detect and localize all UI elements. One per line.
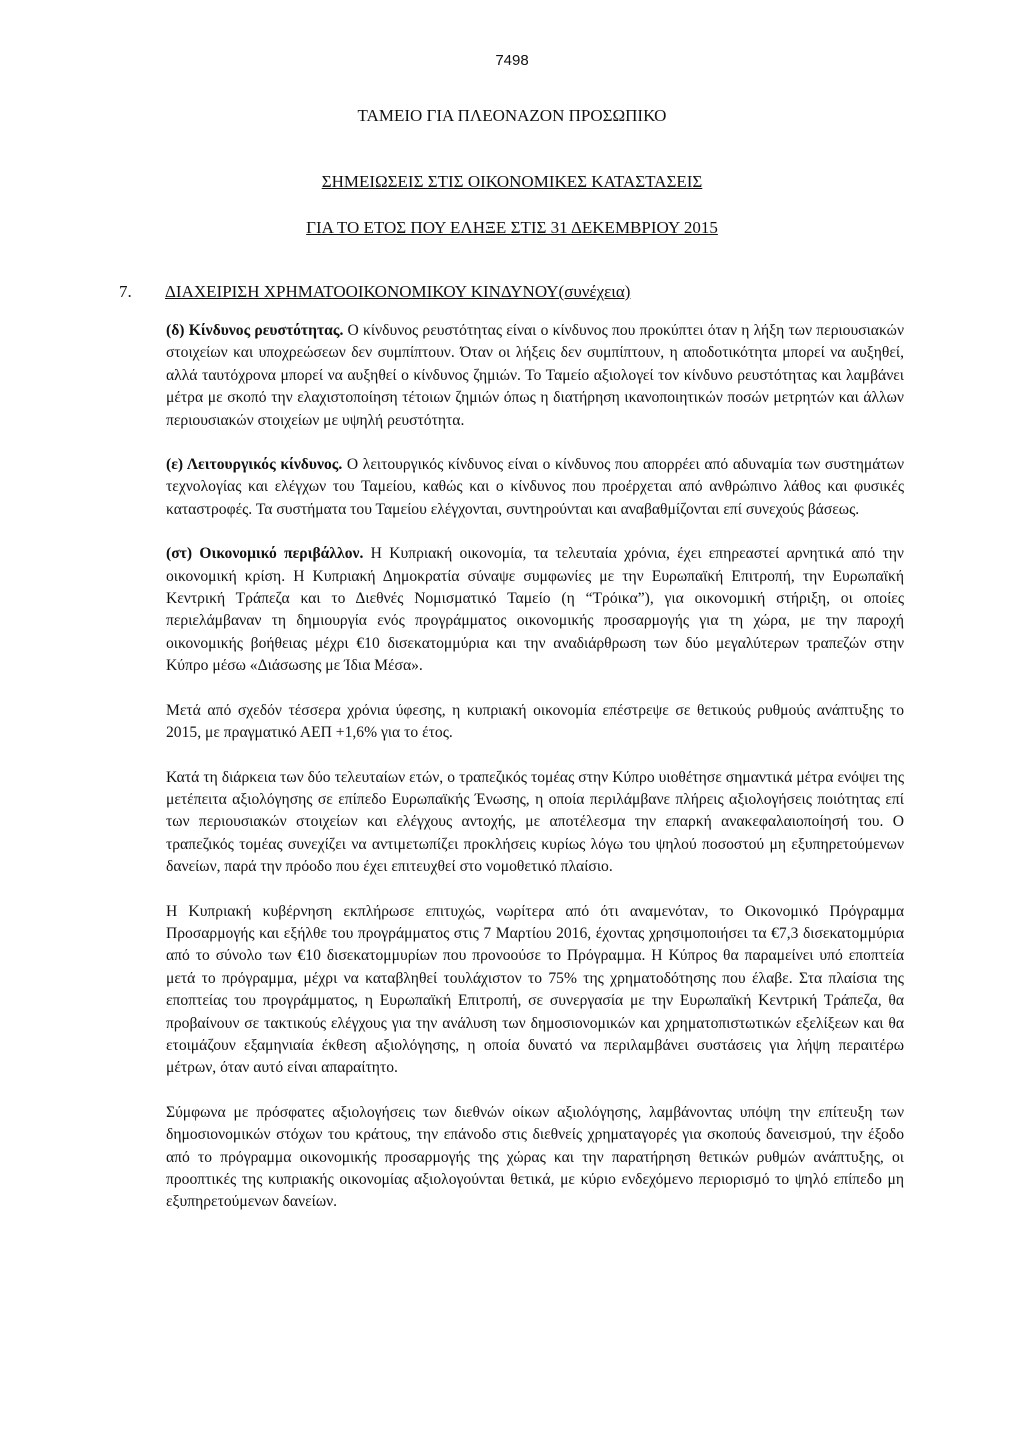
paragraph-text: Ο λειτουργικός κίνδυνος είναι ο κίνδυνος που απορρέει από αδυναμία των συστημάτων τεχνολογίας και ελέγχων του Ταμείου, καθώς και ο κίνδυνος που προέρχεται από ανθρώπινο λάθος και φυσικές καταστροφές. Τα συστήματα του Ταμείου ελέγχονται, συντηρούνται και αναβαθμίζονται επί συνεχούς βάσεως.	[166, 456, 904, 518]
paragraph-text: Η Κυπριακή οικονομία, τα τελευταία χρόνια, έχει επηρεαστεί αρνητικά από την οικονομική κρίση. Η Κυπριακή Δημοκρατία σύναψε συμφωνίες με την Ευρωπαϊκή Επιτροπή, την Ευρωπαϊκή Κεντρική Τράπεζα και το Διεθνές Νομισματικό Ταμείο (η “Τρόικα”), για οικονομική στήριξη, οι οποίες περιελάμβαναν τη δημιουργία ενός προγράμματος οικονομικής προσαρμογής για τη χώρα, με την παροχή οικονομικής βοήθειας μέχρι €10 δισεκατομμύρια και την αναδιάρθρωση των δύο μεγαλύτερων τραπεζών στην Κύπρο μέσω «Διάσωσης με Ίδια Μέσα».	[166, 545, 904, 675]
page-number: 7498	[495, 52, 529, 69]
paragraph-growth	[166, 700, 904, 745]
paragraph-label: (ε) Λειτουργικός κίνδυνος.	[166, 456, 343, 474]
paragraph-label: (δ) Κίνδυνος ρευστότητας.	[166, 322, 344, 339]
section-title: ΔΙΑΧΕΙΡΙΣΗ ΧΡΗΜΑΤΟΟΙΚΟΝΟΜΙΚΟΥ ΚΙΝΔΥΝΟΥ(συνέχεια)	[165, 282, 631, 301]
paragraph-text: Μετά από σχεδόν τέσσερα χρόνια ύφεσης, η κυπριακή οικονομία επέστρεψε σε θετικούς ρυθμούς ανάπτυξης το 2015, με πραγματικό ΑΕΠ +1,6% για το έτος.	[166, 701, 904, 742]
document-period: ΓΙΑ ΤΟ ΕΤΟΣ ΠΟΥ ΕΛΗΞΕ ΣΤΙΣ 31 ΔΕΚΕΜΒΡΙΟΥ 2015	[306, 218, 718, 237]
paragraph-economic-environment	[166, 543, 904, 677]
paragraph-outlook	[166, 1102, 904, 1214]
paragraph-liquidity-risk	[166, 320, 904, 432]
paragraph-adjustment-programme	[166, 901, 904, 1080]
paragraph-operational-risk	[166, 454, 904, 521]
section-number: 7.	[119, 282, 132, 301]
paragraph-text: Σύμφωνα με πρόσφατες αξιολογήσεις των διεθνών οίκων αξιολόγησης, λαμβάνοντας υπόψη την επίτευξη των δημοσιονομικών στόχων του κράτους, την επάνοδο στις διεθνείς χρηματαγορές για σκοπούς δανεισμού, την έξοδο από το πρόγραμμα οικονομικής προσαρμογής της χώρας και την παρατήρηση θετικών ρυθμών ανάπτυξης, οι προοπτικές της κυπριακής οικονομίας αξιολογούνται θετικά, με κύριο ενδεχόμενο περιορισμό το ψηλό επίπεδο μη εξυπηρετούμενων δανείων.	[166, 1103, 904, 1211]
paragraph-text: Ο κίνδυνος ρευστότητας είναι ο κίνδυνος που προκύπτει όταν η λήξη των περιουσιακών στοιχείων και υποχρεώσεων δεν συμπίπτουν. Όταν οι λήξεις δεν συμπίπτουν, η αποδοτικότητα μπορεί να αυξηθεί, αλλά ταυτόχρονα μπορεί να αυξηθεί ο κίνδυνος ζημιών. Το Ταμείο αξιολογεί τον κίνδυνο ρευστότητας και λαμβάνει μέτρα με σκοπό την ελαχιστοποίηση τέτοιων ζημιών όπως η διατήρηση ικανοποιητικών ποσών μετρητών και άλλων περιουσιακών στοιχείων με υψηλή ρευστότητα.	[166, 322, 904, 429]
paragraph-label: (στ) Οικονομικό περιβάλλον.	[166, 545, 364, 563]
document-title: ΤΑΜΕΙΟ ΓΙΑ ΠΛΕΟΝΑΖΟΝ ΠΡΟΣΩΠΙΚΟ	[357, 106, 667, 125]
paragraph-text: Κατά τη διάρκεια των δύο τελευταίων ετών, ο τραπεζικός τομέας στην Κύπρο υιοθέτησε σημαντικά μέτρα ενόψει της μετέπειτα αξιολόγησης σε επίπεδο Ευρωπαϊκής Ένωσης, η οποία περιλάμβανε πλήρεις αξιολογήσεις ποιότητας επί των περιουσιακών στοιχείων και ελέγχους αντοχής, με αποτέλεσμα την επαρκή ανακεφαλαιοποίησή του. Ο τραπεζικός τομέας συνεχίζει να αντιμετωπίζει προκλήσεις κυρίως λόγω του ψηλού ποσοστού μη εξυπηρετούμενων δανείων, παρά την πρόοδο που έχει επιτευχθεί στο νομοθετικό πλαίσιο.	[166, 768, 904, 876]
section-heading	[119, 282, 630, 302]
document-subtitle: ΣΗΜΕΙΩΣΕΙΣ ΣΤΙΣ ΟΙΚΟΝΟΜΙΚΕΣ ΚΑΤΑΣΤΑΣΕΙΣ	[321, 172, 703, 191]
paragraph-banking-sector	[166, 767, 904, 879]
paragraph-text: Η Κυπριακή κυβέρνηση εκπλήρωσε επιτυχώς, νωρίτερα από ότι αναμενόταν, το Οικονομικό Πρόγραμμα Προσαρμογής και εξήλθε του προγράμματος στις 7 Μαρτίου 2016, έχοντας χρησιμοποιήσει τα €7,3 δισεκατομμύρια από το σύνολο των €10 δισεκατομμυρίων που προνοούσε το Πρόγραμμα. Η Κύπρος θα παραμείνει υπό εποπτεία μετά το πρόγραμμα, μέχρι να καταβληθεί τουλάχιστον το 75% της χρηματοδότησης που έλαβε. Στα πλαίσια της εποπτείας του προγράμματος, η Ευρωπαϊκή Επιτροπή, σε συνεργασία με την Ευρωπαϊκή Κεντρική Τράπεζα, θα προβαίνουν σε τακτικούς ελέγχους για την ανάλυση των δημοσιονομικών και χρηματοπιστωτικών εξελίξεων και θα ετοιμάζουν εξαμηνιαία έκθεση αξιολόγησης, η οποία δυνατό να περιλαμβάνει συστάσεις για λήψη περαιτέρω μέτρων, όταν αυτό είναι απαραίτητο.	[166, 902, 904, 1077]
body-content	[166, 320, 904, 1236]
